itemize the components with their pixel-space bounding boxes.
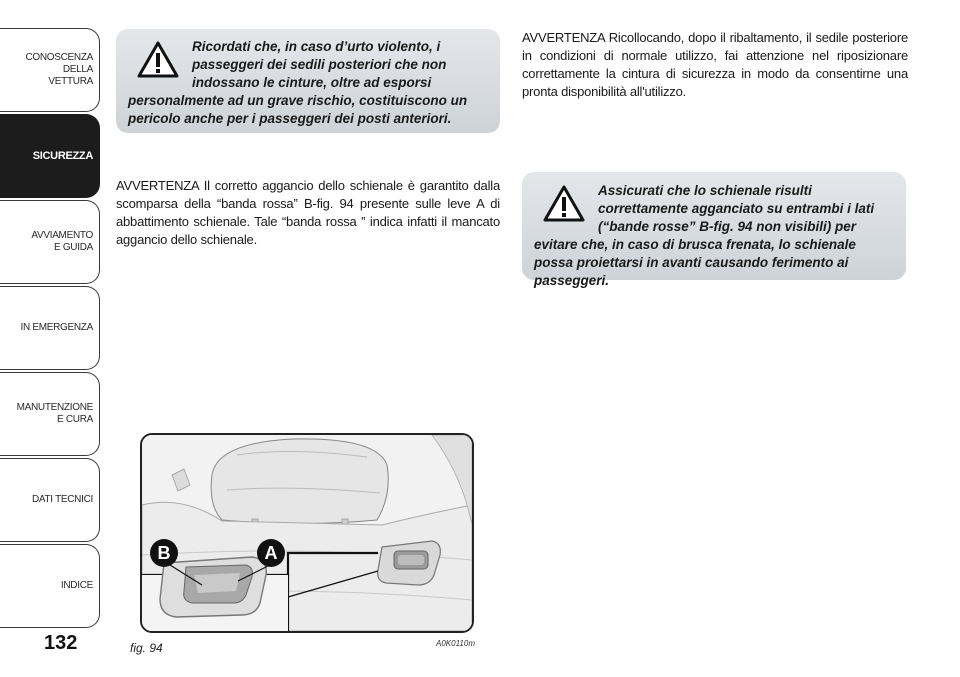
tab-indice[interactable]: INDICE [0,544,100,628]
warning-box-backrest [522,172,906,288]
tab-avviamento-e-guida[interactable]: AVVIAMENTO E GUIDA [0,200,100,284]
page-number: 132 [44,632,78,654]
tab-conoscenza-della-vettura[interactable]: CONOSCENZA DELLA VETTURA [0,28,100,112]
warning-text-backrest: Assicurati che lo schienale risulti correttamente agganciato su entrambi i lati (“bande rosse” B-fig. 94 non visibili) per evitare che, in caso di brusca frenata, lo schienale possa proiettarsi in avanti causando ferimento ai passeggeri. [534,183,875,288]
warning-text-passengers: Ricordati che, in caso d’urto violento, i passeggeri dei sedili posteriori che non indossano le cinture, oltre ad esporsi personalmente ad un grave rischio, costituiscono un pericolo anche per i passeggeri dei posti anteriori. [128,39,468,126]
paragraph-backrest-hook: AVVERTENZA Il corretto aggancio dello schienale è garantito dalla scomparsa della “banda rossa” B-fig. 94 presente sulle leve A di abbattimento schienale. Tale “banda rossa ” indica infatti il mancato aggancio dello schienale. [116,178,500,247]
callout-a-label: A [264,543,278,563]
warning-triangle-icon [542,184,586,224]
tab-dati-tecnici[interactable]: DATI TECNICI [0,458,100,542]
warning-triangle-icon [136,40,180,80]
tab-sicurezza[interactable]: SICUREZZA [0,114,100,198]
figure-code: A0K0110m [436,639,475,648]
callout-lines [142,435,472,631]
tab-in-emergenza[interactable]: IN EMERGENZA [0,286,100,370]
warning-box-passengers [116,29,500,133]
paragraph-seat-reposition: AVVERTENZA Ricollocando, dopo il ribaltamento, il sedile posteriore in condizioni di normale utilizzo, fai attenzione nel riposizionare correttamente la cintura di sicurezza in modo da consentirne una pronta disponibilità all'utilizzo. [522,30,908,99]
figure-94-seat-levers [140,433,474,633]
callout-b-label: B [157,543,171,563]
figure-caption: fig. 94 [130,641,163,655]
tab-manutenzione-e-cura[interactable]: MANUTENZIONE E CURA [0,372,100,456]
